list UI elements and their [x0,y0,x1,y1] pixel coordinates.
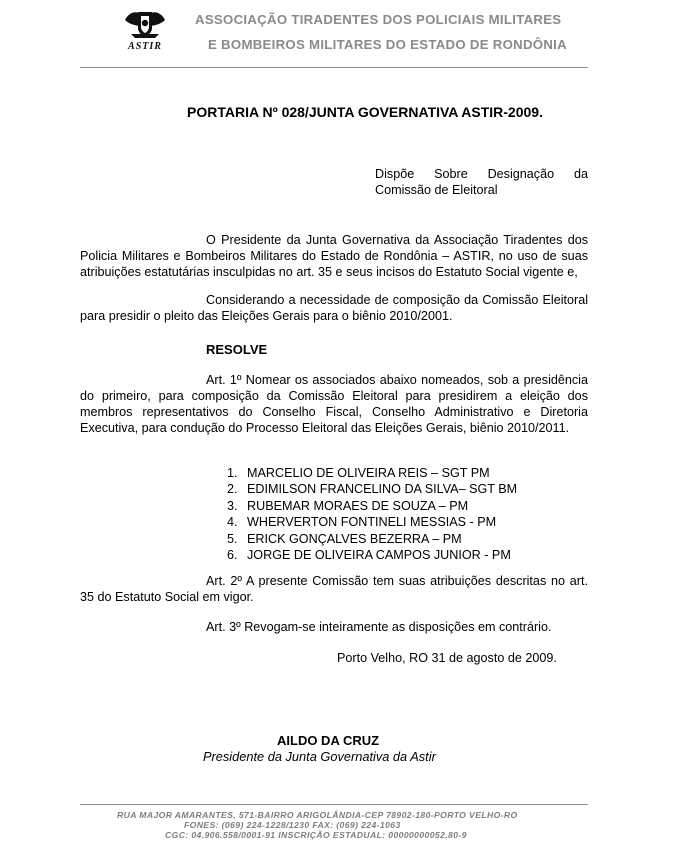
list-item [227,532,517,548]
footer-cgc: CGC: 04.906.558/0001-91 INSCRIÇÃO ESTADUAL: 00000000052.80-9 [165,830,467,840]
article-1 [80,372,588,436]
list-item [227,499,517,515]
paragraph-1-rest: dos Policia Militares e Bombeiros Militares do Estado de Rondônia – ASTIR, no uso de suas atribuições estatutárias insculpidas no art. 35 e seus incisos do Estatuto Social vigente e, [80,233,589,279]
footer-address: RUA MAJOR AMARANTES, 571-BAIRRO ARIGOLÂNDIA-CEP 78902-180-PORTO VELHO-RO [117,810,518,820]
list-item [227,466,517,482]
document-title: PORTARIA Nº 028/JUNTA GOVERNATIVA ASTIR-2009. [187,104,543,120]
article-2-rest: art. 35 do Estatuto Social em vigor. [80,574,588,604]
paragraph-2-opening: Considerando a necessidade de composição da Comissão [206,293,539,307]
members-list [227,466,517,564]
signer-role: Presidente da Junta Governativa da Astir [203,749,436,764]
list-item-name: MARCELIO DE OLIVEIRA REIS – SGT PM [247,466,490,480]
list-item [227,548,517,564]
list-item-name: ERICK GONÇALVES BEZERRA – PM [247,531,462,546]
ementa: Dispõe Sobre Designação da Comissão de Eleitoral [375,167,588,197]
footer-phones: FONES: (069) 224-1228/1230 FAX: (069) 224-1063 [184,820,401,830]
list-item [227,482,517,498]
list-item-number: 5. [227,531,238,546]
list-item-number: 6. [227,547,238,562]
org-name-line-1: ASSOCIAÇÃO TIRADENTES DOS POLICIAIS MILITARES [195,12,562,27]
article-1-rest: presidência do primeiro, para composição da Comissão Eleitoral para presidirem a eleição dos membros representativos do Conselho Fiscal, Conselho Administrativo e Diretoria Executiva, para condução do Processo Eleitoral das Eleições Gerais, biênio 2010/2011. [80,373,588,435]
list-item-number: 1. [227,466,238,480]
signer-name: AILDO DA CRUZ [277,733,380,748]
list-item-number: 4. [227,515,238,530]
header-divider [80,67,588,68]
org-name-line-2: E BOMBEIROS MILITARES DO ESTADO DE RONDÔNIA [208,37,567,52]
resolve-heading: RESOLVE [206,342,268,357]
list-item [227,515,517,531]
list-item-name: RUBEMAR MORAES DE SOUZA – PM [247,498,469,513]
list-item-number: 2. [227,482,238,497]
place-and-date: Porto Velho, RO 31 de agosto de 2009. [337,651,557,665]
article-2-opening: Art. 2º A presente Comissão tem suas atribuições descritas no [206,574,566,588]
list-item-number: 3. [227,498,238,513]
list-item-name: EDIMILSON FRANCELINO DA SILVA– SGT BM [247,482,518,497]
list-item-name: WHERVERTON FONTINELI MESSIAS - PM [247,515,497,530]
article-2 [80,573,588,605]
article-3: Art. 3º Revogam-se inteiramente as disposições em contrário. [206,620,552,634]
astir-logo [121,6,169,52]
article-1-opening: Art. 1º Nomear os associados abaixo nomeados, sob a [206,373,520,387]
paragraph-2-rest: Eleitoral para presidir o pleito das Eleições Gerais para o biênio 2010/2001. [80,293,588,323]
footer-divider [80,804,588,805]
paragraph-presidente [80,232,588,280]
svg-text:ASTIR: ASTIR [128,41,162,52]
paragraph-1-opening: O Presidente da Junta Governativa da Associação Tiradentes [206,233,563,247]
list-item-name: JORGE DE OLIVEIRA CAMPOS JUNIOR - PM [247,547,511,562]
paragraph-considerando [80,292,588,324]
